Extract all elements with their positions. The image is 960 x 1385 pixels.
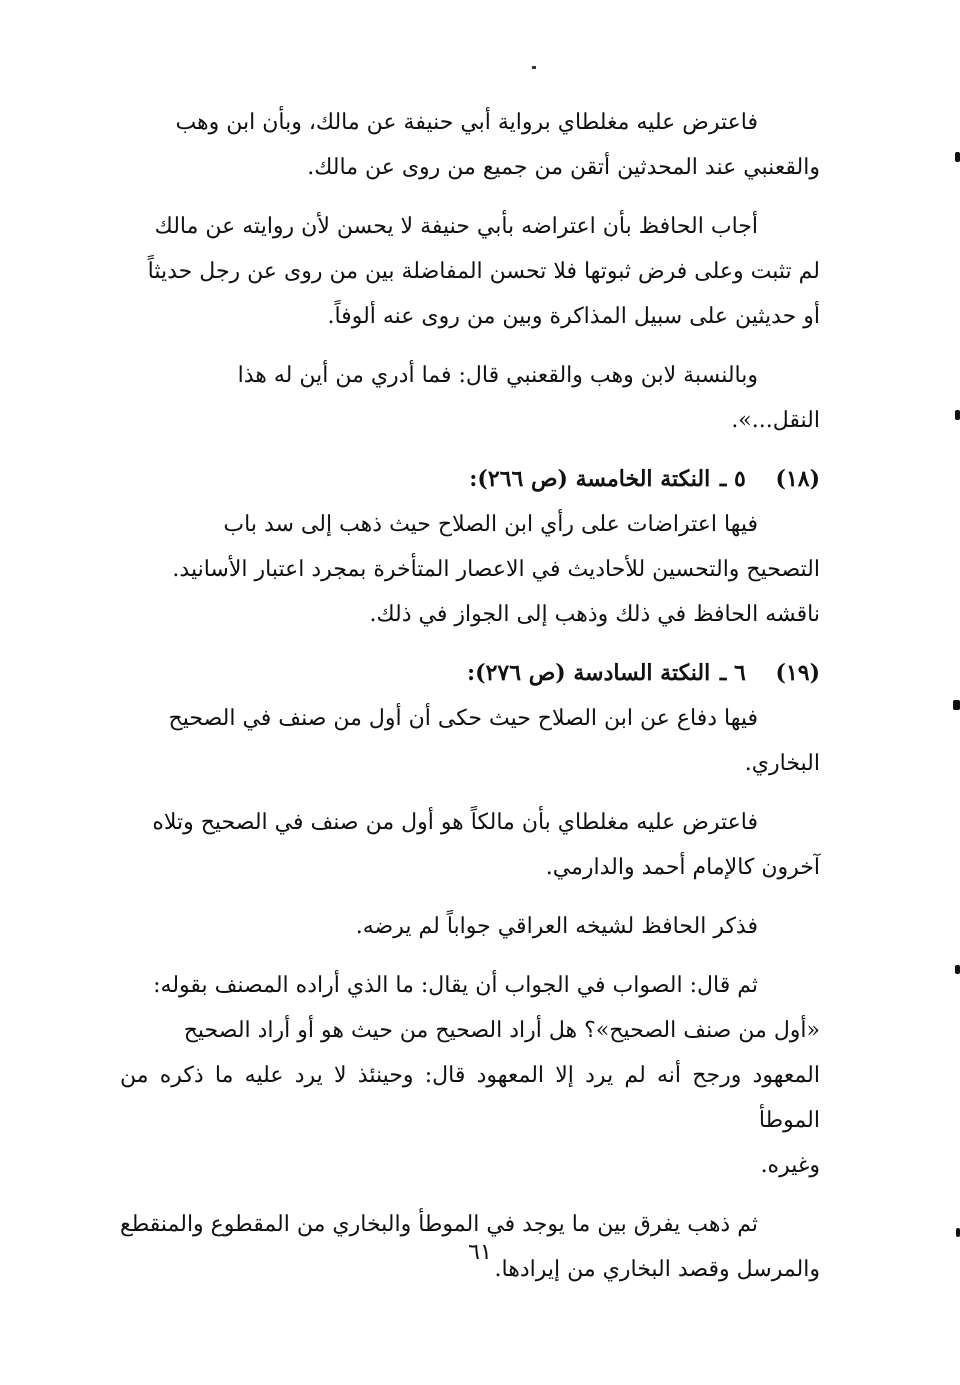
paragraph-9-line-2: والمرسل وقصد البخاري من إيرادها. [494,1257,820,1282]
heading-18-number: (١٨) [775,466,820,492]
top-mark [532,66,536,69]
paragraph-4-line-2: التصحيح والتحسين للأحاديث في الاعصار المتأخرة بمجرد اعتبار الأسانيد. [172,557,820,582]
paragraph-2 [120,204,820,339]
paragraph-5 [120,696,820,786]
paragraph-6-line-1: فاعترض عليه مغلطاي بأن مالكاً هو أول من صنف في الصحيح وتلاه [152,810,758,835]
paragraph-1-line-1: فاعترض عليه مغلطاي برواية أبي حنيفة عن مالك، وبأن ابن وهب [175,110,758,135]
margin-mark-4 [955,965,960,974]
heading-18-title: النكتة الخامسة (ص ٢٦٦): [469,466,711,492]
paragraph-8-line-4: وغيره. [760,1153,820,1178]
heading-19-number: (١٩) [775,660,820,686]
paragraph-8-line-3: المعهود ورجح أنه لم يرد إلا المعهود قال: وحينئذ لا يرد عليه ما ذكره من الموطأ [120,1063,820,1133]
paragraph-8 [120,963,820,1188]
paragraph-6-line-2: آخرون كالإمام أحمد والدارمي. [545,855,820,880]
paragraph-4-line-1: فيها اعتراضات على رأي ابن الصلاح حيث ذهب إلى سد باب [223,512,758,537]
paragraph-4 [120,502,820,637]
heading-19-index: ٦ ـ [719,660,746,686]
paragraph-9-line-1: ثم ذهب يفرق بين ما يوجد في الموطأ والبخاري من المقطوع والمنقطع [120,1212,758,1237]
section-heading-18 [120,457,820,502]
heading-19-title: النكتة السادسة (ص ٢٧٦): [467,660,711,686]
paragraph-4-line-3: ناقشه الحافظ في ذلك وذهب إلى الجواز في ذلك. [369,602,820,627]
paragraph-3-line-2: النقل...». [731,408,820,433]
paragraph-2-line-1: أجاب الحافظ بأن اعتراضه بأبي حنيفة لا يحسن لأن روايته عن مالك [154,214,758,239]
paragraph-2-line-3: أو حديثين على سبيل المذاكرة وبين من روى عنه ألوفاً. [327,304,820,329]
paragraph-8-line-2: «أول من صنف الصحيح»؟ هل أراد الصحيح من حيث هو أو أراد الصحيح [183,1018,820,1043]
paragraph-7 [120,904,820,949]
paragraph-8-line-1: ثم قال: الصواب في الجواب أن يقال: ما الذي أراده المصنف بقوله: [153,973,758,998]
margin-mark-3 [953,700,960,710]
paragraph-6 [120,800,820,890]
paragraph-5-line-1: فيها دفاع عن ابن الصلاح حيث حكى أن أول من صنف في الصحيح [168,706,758,731]
margin-mark-5 [956,1228,960,1237]
heading-18-index: ٥ ـ [719,466,746,492]
paragraph-7-line-1: فذكر الحافظ لشيخه العراقي جواباً لم يرضه. [355,914,758,939]
paragraph-3 [120,353,820,443]
page-number: ٦١ [468,1240,492,1265]
paragraph-5-line-2: البخاري. [744,751,820,776]
page-body [120,100,820,1306]
paragraph-1 [120,100,820,190]
margin-mark-2 [955,410,960,420]
paragraph-3-line-1: وبالنسبة لابن وهب والقعنبي قال: فما أدري من أين له هذا [237,363,758,388]
paragraph-2-line-2: لم تثبت وعلى فرض ثبوتها فلا تحسن المفاضلة بين من روى عن رجل حديثاً [147,259,820,284]
paragraph-1-line-2: والقعنبي عند المحدثين أتقن من جميع من روى عن مالك. [307,155,820,180]
section-heading-19 [120,651,820,696]
margin-mark-1 [955,152,960,162]
